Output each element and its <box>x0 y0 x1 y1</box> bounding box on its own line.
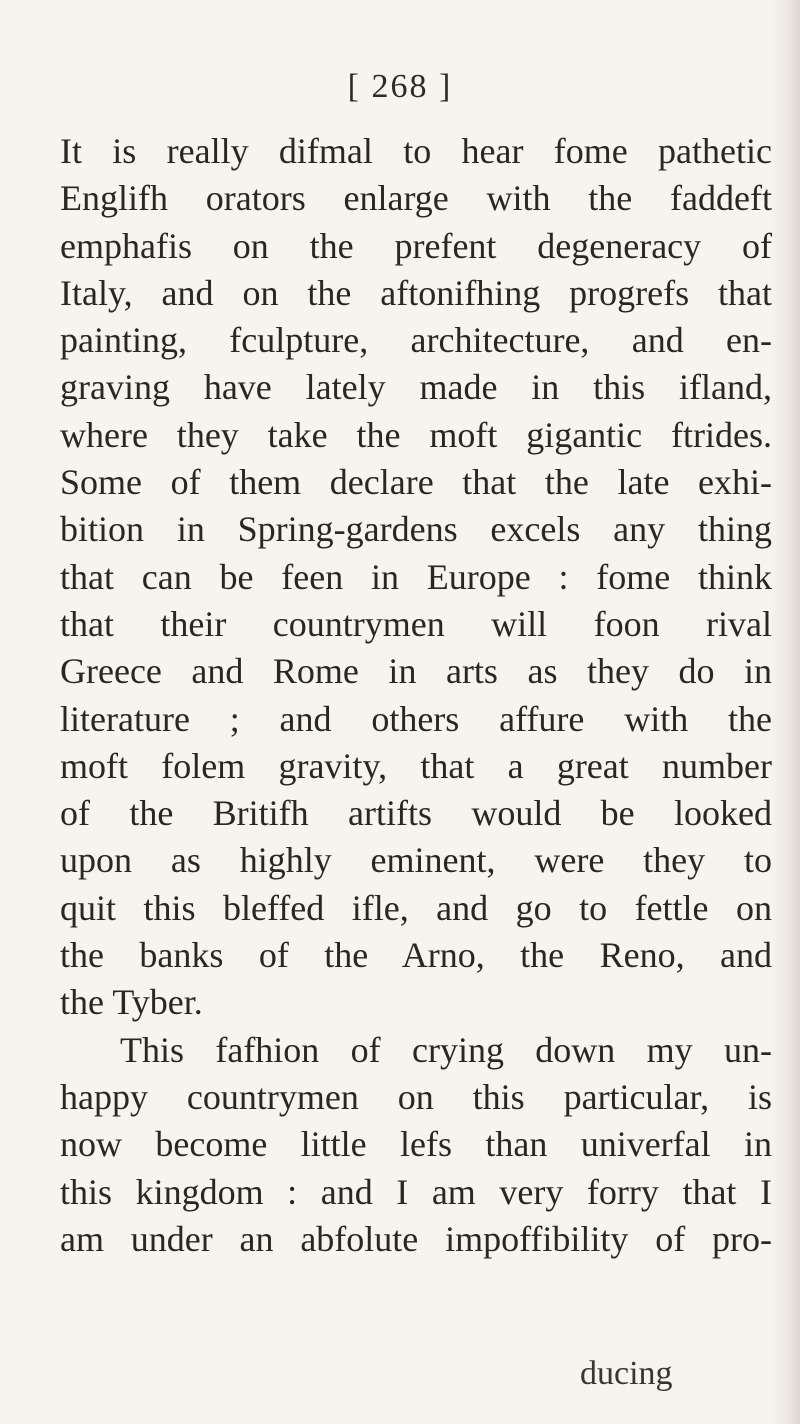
text-line: am under an abfolute impoffibility of pro- <box>60 1218 772 1259</box>
text-line: the banks of the Arno, the Reno, and <box>60 935 772 976</box>
text-line: upon as highly eminent, were they to <box>60 840 772 881</box>
text-line: happy countrymen on this particular, is <box>60 1076 772 1117</box>
catchword: ducing <box>580 1355 673 1392</box>
text-line: moft folem gravity, that a great number <box>60 745 772 786</box>
page-header: [ 268 ] <box>347 68 453 105</box>
text-line: quit this bleffed ifle, and go to fettle on <box>60 887 772 928</box>
text-line: that their countrymen will foon rival <box>60 603 772 644</box>
text-line: now become little lefs than univerfal in <box>60 1124 772 1165</box>
text-line: bition in Spring-gardens excels any thing <box>60 509 772 550</box>
text-line: Some of them declare that the late exhi- <box>60 462 772 503</box>
text-line: this kingdom : and I am very forry that I <box>60 1171 772 1212</box>
text-line: emphafis on the prefent degeneracy of <box>60 225 772 266</box>
text-line: graving have lately made in this ifland, <box>60 367 772 408</box>
text-line: painting, fculpture, architecture, and en- <box>60 320 772 361</box>
text-line: It is really difmal to hear fome pathetic <box>60 131 772 171</box>
text-line: where they take the moft gigantic ftrides. <box>60 414 772 455</box>
text-line: Italy, and on the aftonifhing progrefs that <box>60 272 772 313</box>
text-line: Greece and Rome in arts as they do in <box>60 651 772 692</box>
text-line: Englifh orators enlarge with the faddeft <box>60 178 772 219</box>
text-line: literature ; and others affure with the <box>60 698 772 739</box>
text-line: This fafhion of crying down my un- <box>120 1029 772 1070</box>
text-line: the Tyber. <box>60 982 203 1023</box>
body-text <box>60 128 772 1263</box>
text-line: of the Britifh artifts would be looked <box>60 793 772 834</box>
text-line: that can be feen in Europe : fome think <box>60 556 772 597</box>
